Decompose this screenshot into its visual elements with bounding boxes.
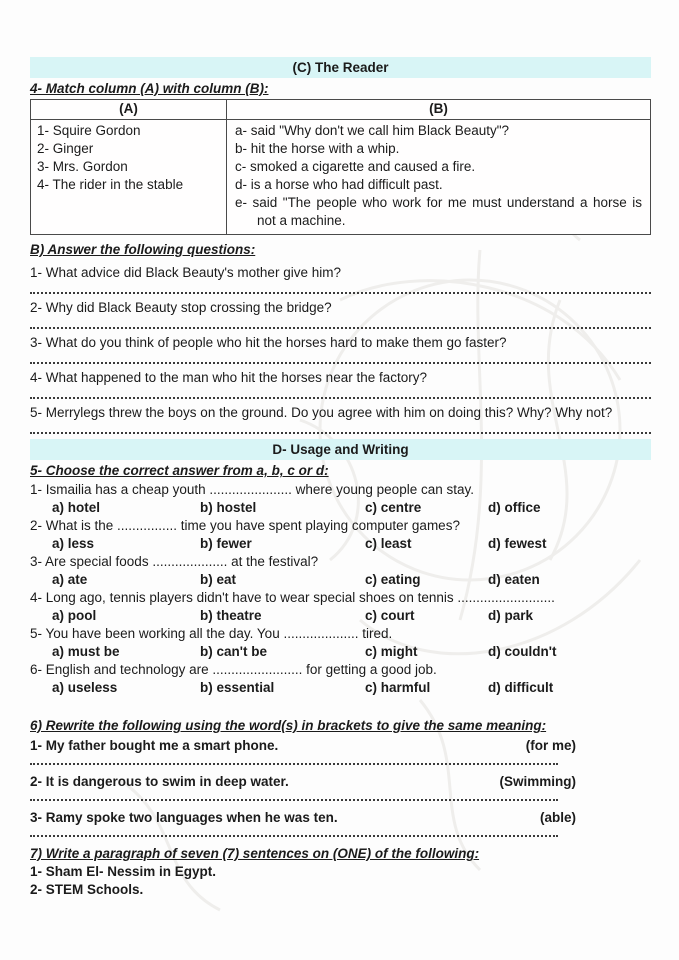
- mcq-option: d) difficult: [488, 680, 554, 695]
- mcq-option: a) hotel: [52, 500, 101, 515]
- rewrite-row: [30, 809, 651, 827]
- question-text: 3- What do you think of people who hit the horses hard to make them go faster?: [30, 335, 507, 350]
- mcq-option: c) least: [365, 536, 412, 551]
- mcq-question: [30, 481, 651, 517]
- question-text: 1- What advice did Black Beauty's mother give him?: [30, 265, 341, 280]
- question-block: [30, 334, 651, 364]
- mcq-option: d) office: [488, 500, 541, 515]
- question-text: 2- Why did Black Beauty stop crossing the bridge?: [30, 300, 332, 315]
- mcq-stem: 5- You have been working all the day. You .................... tired.: [30, 626, 393, 641]
- mcq-option: c) might: [365, 644, 418, 659]
- mcq-option: a) must be: [52, 644, 120, 659]
- match-item-b: a- said "Why don't we call him Black Beauty"?: [235, 123, 510, 138]
- choose-heading: 5- Choose the correct answer from a, b, c or d:: [30, 463, 329, 478]
- mcq-option: d) eaten: [488, 572, 540, 587]
- mcq-option: b) hostel: [200, 500, 257, 515]
- rewrite-sentence: 3- Ramy spoke two languages when he was ten.: [30, 810, 338, 825]
- section-header-usage-label: D- Usage and Writing: [272, 442, 409, 457]
- rewrite-sentence: 2- It is dangerous to swim in deep water.: [30, 774, 289, 789]
- mcq-question: [30, 517, 651, 553]
- mcq-stem: 6- English and technology are ........................ for getting a good job.: [30, 662, 437, 677]
- column-b-header: (B): [429, 101, 448, 116]
- mcq-option: c) eating: [365, 572, 421, 587]
- mcq-option: c) centre: [365, 500, 422, 515]
- mcq-stem: 2- What is the ................ time you have spent playing computer games?: [30, 518, 460, 533]
- rewrite-row: [30, 737, 651, 755]
- mcq-options: [52, 607, 651, 625]
- mcq-option: c) court: [365, 608, 415, 623]
- answer-questions-heading: B) Answer the following questions:: [30, 242, 256, 257]
- paragraph-topic: 2- STEM Schools.: [30, 882, 144, 897]
- mcq-option: b) theatre: [200, 608, 262, 623]
- column-b-items: [227, 120, 650, 234]
- match-item-a: 2- Ginger: [37, 141, 94, 156]
- section-header-usage: [30, 439, 651, 460]
- rewrite-hint: (for me): [525, 738, 576, 753]
- mcq-stem: 1- Ismailia has a cheap youth ...................... where young people can stay.: [30, 482, 474, 497]
- question-block: [30, 299, 651, 329]
- rewrite-hint: (Swimming): [499, 774, 576, 789]
- mcq-stem: 4- Long ago, tennis players didn't have to wear special shoes on tennis ..........................: [30, 590, 555, 605]
- match-table-header: [31, 100, 650, 120]
- question-text: 4- What happened to the man who hit the horses near the factory?: [30, 370, 427, 385]
- mcq-option: d) fewest: [488, 536, 547, 551]
- rewrite-list: [30, 737, 651, 837]
- answer-line: [30, 422, 651, 434]
- question-block: [30, 369, 651, 399]
- mcq-options: [52, 499, 651, 517]
- rewrite-item: [30, 809, 651, 837]
- answer-line: [30, 282, 651, 294]
- match-item-a: 1- Squire Gordon: [37, 123, 141, 138]
- match-item-a: 4- The rider in the stable: [37, 177, 184, 192]
- rewrite-answer-line: [30, 791, 558, 801]
- mcq-option: a) ate: [52, 572, 88, 587]
- mcq-option: c) harmful: [365, 680, 431, 695]
- mcq-option: b) can't be: [200, 644, 267, 659]
- answer-line: [30, 387, 651, 399]
- paragraph-heading: 7) Write a paragraph of seven (7) sentences on (ONE) of the following:: [30, 846, 480, 861]
- mcq-option: b) fewer: [200, 536, 252, 551]
- rewrite-item: [30, 773, 651, 801]
- rewrite-answer-line: [30, 755, 558, 765]
- mcq-question: [30, 625, 651, 661]
- mcq-option: a) less: [52, 536, 95, 551]
- mcq-option: b) eat: [200, 572, 237, 587]
- question-block: [30, 264, 651, 294]
- mcq-option: b) essential: [200, 680, 275, 695]
- mcq-option: d) park: [488, 608, 534, 623]
- mcq-option: a) pool: [52, 608, 97, 623]
- section-header-reader-label: (C) The Reader: [292, 60, 389, 75]
- match-table-body: [31, 120, 650, 234]
- rewrite-hint: (able): [539, 810, 576, 825]
- match-item-b: d- is a horse who had difficult past.: [235, 177, 443, 192]
- mcq-options: [52, 571, 651, 589]
- rewrite-answer-line: [30, 827, 558, 837]
- match-item-a: 3- Mrs. Gordon: [37, 159, 128, 174]
- paragraph-topic: 1- Sham El- Nessim in Egypt.: [30, 864, 217, 879]
- match-heading: 4- Match column (A) with column (B):: [30, 81, 269, 96]
- question-block: [30, 404, 651, 434]
- rewrite-heading: 6) Rewrite the following using the word(s) in brackets to give the same meaning:: [30, 718, 547, 733]
- column-a-items: [31, 120, 227, 234]
- rewrite-item: [30, 737, 651, 765]
- mcq-question: [30, 661, 651, 697]
- mcq-question: [30, 553, 651, 589]
- mcq-option: a) useless: [52, 680, 118, 695]
- rewrite-row: [30, 773, 651, 791]
- mcq-list: [30, 481, 651, 697]
- column-a-header: (A): [31, 100, 227, 119]
- mcq-options: [52, 535, 651, 553]
- question-text: 5- Merrylegs threw the boys on the ground. Do you agree with him on doing this? Why? Why not?: [30, 405, 613, 420]
- mcq-options: [52, 679, 651, 697]
- mcq-option: d) couldn't: [488, 644, 557, 659]
- match-table: [30, 99, 651, 235]
- section-header-reader: [30, 57, 651, 78]
- match-item-b: b- hit the horse with a whip.: [235, 141, 400, 156]
- answer-line: [30, 352, 651, 364]
- match-item-b: c- smoked a cigarette and caused a fire.: [235, 159, 476, 174]
- reader-questions: [30, 264, 651, 434]
- match-item-b: e- said "The people who work for me must understand a horse is not a machine.: [235, 195, 642, 228]
- paragraph-topics: [30, 863, 651, 899]
- rewrite-sentence: 1- My father bought me a smart phone.: [30, 738, 279, 753]
- mcq-options: [52, 643, 651, 661]
- answer-line: [30, 317, 651, 329]
- mcq-question: [30, 589, 651, 625]
- mcq-stem: 3- Are special foods .................... at the festival?: [30, 554, 319, 569]
